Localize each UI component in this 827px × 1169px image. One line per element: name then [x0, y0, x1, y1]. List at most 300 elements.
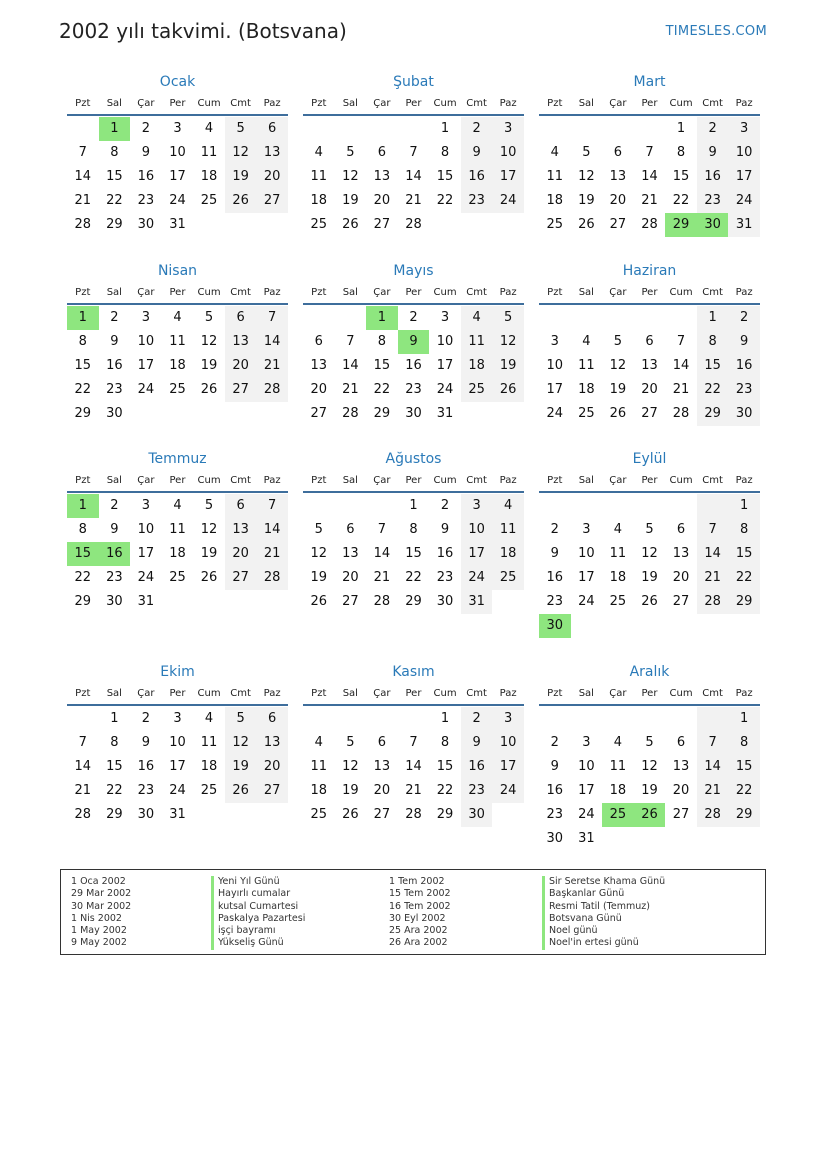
- day-cell: 8: [110, 735, 119, 750]
- weekday-label: Per: [405, 287, 422, 298]
- day-cell: 10: [461, 518, 493, 542]
- month-name: Ekim: [160, 664, 195, 680]
- day-cell: 29: [74, 594, 92, 609]
- legend-names-right: [542, 876, 665, 950]
- day-cell: 6: [346, 522, 355, 537]
- weekday-label: Per: [169, 287, 186, 298]
- day-cell: 17: [461, 542, 493, 566]
- day-cell: 20: [373, 783, 391, 798]
- day-cell: 23: [697, 189, 729, 213]
- day-cell: 5: [645, 735, 654, 750]
- day-cell: 6: [377, 735, 387, 750]
- empty-cell: [303, 306, 335, 330]
- day-cell: 5: [204, 310, 214, 325]
- month-block: [303, 72, 524, 237]
- day-cell: 2: [110, 310, 119, 325]
- month-name: Ağustos: [385, 451, 442, 467]
- empty-cell: [398, 117, 430, 141]
- weekday-label: Cum: [433, 475, 457, 486]
- day-grid: [303, 707, 524, 827]
- weekday-label: Cmt: [230, 98, 251, 109]
- day-cell: 30: [436, 594, 454, 609]
- day-cell: 15: [106, 169, 123, 184]
- day-cell: 8: [728, 731, 760, 755]
- day-grid: [67, 117, 288, 237]
- day-cell: 26: [578, 217, 595, 232]
- day-cell: 25: [310, 807, 328, 822]
- day-cell: 4: [582, 334, 591, 349]
- legend-date: 29 Mar 2002: [71, 888, 132, 900]
- day-cell: 7: [256, 494, 288, 518]
- day-cell: 3: [728, 117, 760, 141]
- day-cell: 7: [256, 306, 288, 330]
- day-cell: 27: [225, 566, 257, 590]
- day-cell: 25: [578, 406, 595, 421]
- day-cell: 2: [461, 707, 493, 731]
- legend-date: 30 Mar 2002: [71, 900, 132, 912]
- empty-cell: [571, 494, 603, 518]
- month-block: [67, 261, 288, 426]
- day-cell: 14: [342, 358, 359, 373]
- day-cell: 8: [110, 145, 119, 160]
- weekday-header: [303, 92, 524, 116]
- day-cell: 30: [546, 831, 564, 846]
- day-cell: 31: [137, 594, 155, 609]
- weekday-label: Cmt: [466, 98, 487, 109]
- day-cell: 3: [492, 707, 524, 731]
- day-cell: 12: [225, 731, 257, 755]
- day-cell: 31: [578, 831, 595, 846]
- weekday-header: [303, 469, 524, 493]
- weekday-label: Per: [405, 475, 422, 486]
- day-cell: 3: [492, 117, 524, 141]
- weekday-label: Pzt: [311, 287, 327, 298]
- day-cell: 2: [440, 498, 450, 513]
- day-cell: 27: [342, 594, 359, 609]
- month-name: Mayıs: [393, 263, 434, 279]
- day-grid: [303, 306, 524, 426]
- day-cell: 13: [256, 731, 288, 755]
- weekday-label: Çar: [137, 98, 155, 109]
- day-cell: 3: [141, 498, 151, 513]
- weekday-label: Pzt: [547, 688, 563, 699]
- day-grid: [67, 306, 288, 426]
- legend-holiday-name: Yükseliş Günü: [211, 937, 305, 949]
- day-cell: 20: [609, 193, 627, 208]
- day-cell: 17: [169, 169, 186, 184]
- day-cell: 15: [728, 755, 760, 779]
- weekday-label: Pzt: [75, 287, 91, 298]
- day-cell: 5: [225, 117, 257, 141]
- day-cell: 28: [641, 217, 658, 232]
- weekday-label: Cum: [669, 287, 693, 298]
- day-cell: 16: [461, 165, 493, 189]
- day-grid: [539, 117, 760, 237]
- day-cell: 15: [373, 358, 391, 373]
- day-cell: 20: [310, 382, 328, 397]
- day-cell: 6: [225, 306, 257, 330]
- day-cell: 7: [78, 145, 87, 160]
- day-cell: 9: [461, 731, 493, 755]
- day-cell: 29: [728, 803, 760, 827]
- day-cell: 25: [310, 217, 328, 232]
- empty-cell: [571, 117, 603, 141]
- day-cell: 13: [672, 759, 690, 774]
- day-cell: 21: [697, 566, 729, 590]
- day-cell: 19: [225, 165, 257, 189]
- day-cell: 5: [204, 498, 214, 513]
- day-cell: 15: [74, 358, 92, 373]
- day-cell: 19: [200, 546, 218, 561]
- weekday-label: Çar: [373, 688, 391, 699]
- weekday-label: Pzt: [311, 98, 327, 109]
- weekday-label: Çar: [609, 688, 627, 699]
- day-cell: 6: [676, 735, 686, 750]
- day-cell: 1: [697, 306, 729, 330]
- weekday-header: [539, 469, 760, 493]
- day-cell: 18: [461, 354, 493, 378]
- weekday-label: Cum: [669, 98, 693, 109]
- weekday-label: Paz: [263, 688, 281, 699]
- day-cell: 22: [106, 783, 123, 798]
- weekday-label: Per: [641, 475, 658, 486]
- weekday-label: Pzt: [75, 98, 91, 109]
- day-grid: [539, 707, 760, 851]
- month-block: [539, 261, 760, 426]
- day-cell: 26: [225, 779, 257, 803]
- day-cell: 22: [728, 779, 760, 803]
- weekday-label: Per: [405, 688, 422, 699]
- day-cell: 24: [137, 382, 155, 397]
- day-cell: 3: [141, 310, 151, 325]
- day-cell: 23: [137, 193, 155, 208]
- day-cell: 29: [728, 590, 760, 614]
- day-cell: 24: [492, 779, 524, 803]
- weekday-label: Pzt: [311, 688, 327, 699]
- day-cell: 12: [225, 141, 257, 165]
- weekday-label: Pzt: [311, 475, 327, 486]
- day-cell: 8: [377, 334, 387, 349]
- legend-date: 25 Ara 2002: [389, 925, 448, 937]
- day-cell: 21: [697, 779, 729, 803]
- day-cell: 12: [578, 169, 595, 184]
- day-cell: 9: [141, 735, 151, 750]
- day-cell: 12: [200, 522, 218, 537]
- day-cell: 23: [728, 378, 760, 402]
- day-cell: 26: [342, 807, 359, 822]
- legend-date: 15 Tem 2002: [389, 888, 451, 900]
- day-cell: 7: [645, 145, 654, 160]
- day-cell: 4: [204, 121, 214, 136]
- day-cell: 22: [728, 566, 760, 590]
- day-cell: 8: [78, 334, 87, 349]
- month-block: [67, 72, 288, 237]
- day-grid: [67, 707, 288, 827]
- day-cell: 15: [436, 169, 454, 184]
- day-cell: 10: [137, 522, 155, 537]
- weekday-label: Pzt: [75, 688, 91, 699]
- weekday-label: Cum: [433, 98, 457, 109]
- day-cell: 28: [405, 807, 422, 822]
- weekday-label: Cmt: [702, 98, 723, 109]
- day-cell: 24: [578, 594, 595, 609]
- day-cell: 24: [137, 570, 155, 585]
- day-cell: 20: [256, 165, 288, 189]
- day-cell: 1: [409, 498, 418, 513]
- weekday-label: Cmt: [230, 475, 251, 486]
- day-cell: 6: [256, 707, 288, 731]
- weekday-header: [67, 281, 288, 305]
- legend-holiday-name: Sir Seretse Khama Günü: [542, 876, 665, 888]
- weekday-label: Cum: [197, 688, 221, 699]
- day-cell: 6: [314, 334, 323, 349]
- legend-holiday-name: Paskalya Pazartesi: [211, 913, 305, 925]
- day-cell: 14: [641, 169, 658, 184]
- weekday-label: Sal: [106, 688, 122, 699]
- day-cell: 28: [256, 566, 288, 590]
- empty-cell: [67, 707, 99, 731]
- day-cell: 26: [641, 594, 658, 609]
- brand-link[interactable]: TIMESLES.COM: [665, 24, 767, 39]
- day-cell: 4: [314, 145, 323, 160]
- day-cell: 14: [405, 759, 422, 774]
- weekday-label: Paz: [263, 287, 281, 298]
- day-cell: 18: [200, 759, 218, 774]
- weekday-label: Paz: [263, 98, 281, 109]
- day-cell: 31: [169, 217, 186, 232]
- empty-cell: [539, 494, 571, 518]
- legend-holiday-name: Botsvana Günü: [542, 913, 665, 925]
- legend-holiday-name: kutsal Cumartesi: [211, 901, 305, 913]
- day-cell: 15: [672, 169, 690, 184]
- weekday-header: [67, 92, 288, 116]
- day-cell: 11: [310, 759, 328, 774]
- month-block: [303, 662, 524, 827]
- day-cell: 20: [641, 382, 658, 397]
- day-cell: 24: [728, 189, 760, 213]
- day-cell: 17: [137, 546, 155, 561]
- weekday-label: Pzt: [547, 475, 563, 486]
- day-cell: 17: [578, 570, 595, 585]
- day-cell: 11: [200, 145, 218, 160]
- weekday-label: Sal: [106, 98, 122, 109]
- day-cell: 30: [728, 402, 760, 426]
- day-cell: 9: [141, 145, 151, 160]
- day-cell: 27: [373, 217, 391, 232]
- holiday-day-cell: 29: [665, 213, 697, 237]
- day-cell: 19: [342, 193, 359, 208]
- day-cell: 14: [405, 169, 422, 184]
- holiday-day-cell: 1: [67, 306, 99, 330]
- month-block: [303, 261, 524, 426]
- empty-cell: [539, 117, 571, 141]
- month-block: [539, 449, 760, 638]
- day-cell: 1: [728, 494, 760, 518]
- day-cell: 18: [609, 783, 627, 798]
- day-cell: 8: [440, 735, 450, 750]
- empty-cell: [634, 494, 666, 518]
- day-cell: 3: [582, 522, 591, 537]
- day-cell: 23: [137, 783, 155, 798]
- day-cell: 16: [137, 169, 155, 184]
- day-cell: 9: [550, 546, 559, 561]
- month-block: [67, 449, 288, 614]
- weekday-label: Cmt: [466, 475, 487, 486]
- weekday-header: [67, 682, 288, 706]
- day-cell: 27: [225, 378, 257, 402]
- weekday-label: Cmt: [230, 287, 251, 298]
- day-cell: 8: [728, 518, 760, 542]
- weekday-label: Cum: [433, 688, 457, 699]
- empty-cell: [665, 707, 697, 731]
- day-cell: 24: [169, 783, 186, 798]
- day-cell: 11: [461, 330, 493, 354]
- day-cell: 27: [641, 406, 658, 421]
- day-cell: 19: [342, 783, 359, 798]
- day-cell: 27: [373, 807, 391, 822]
- weekday-label: Paz: [735, 688, 753, 699]
- day-cell: 4: [314, 735, 323, 750]
- day-cell: 25: [461, 378, 493, 402]
- day-cell: 5: [346, 145, 355, 160]
- day-cell: 11: [169, 522, 186, 537]
- day-cell: 30: [106, 594, 123, 609]
- weekday-label: Sal: [578, 287, 594, 298]
- weekday-label: Sal: [578, 475, 594, 486]
- empty-cell: [366, 117, 398, 141]
- day-cell: 30: [106, 406, 123, 421]
- day-cell: 16: [405, 358, 422, 373]
- day-cell: 3: [173, 711, 182, 726]
- day-cell: 4: [173, 310, 182, 325]
- day-cell: 26: [609, 406, 627, 421]
- day-cell: 5: [582, 145, 591, 160]
- legend-date: 26 Ara 2002: [389, 937, 448, 949]
- day-cell: 20: [672, 783, 690, 798]
- day-cell: 10: [578, 759, 595, 774]
- weekday-label: Sal: [342, 688, 358, 699]
- day-cell: 16: [546, 783, 564, 798]
- day-cell: 16: [436, 546, 454, 561]
- day-cell: 15: [106, 759, 123, 774]
- day-cell: 31: [169, 807, 186, 822]
- day-cell: 29: [436, 807, 454, 822]
- day-cell: 14: [256, 330, 288, 354]
- day-cell: 24: [492, 189, 524, 213]
- weekday-label: Per: [169, 98, 186, 109]
- empty-cell: [539, 707, 571, 731]
- empty-cell: [571, 707, 603, 731]
- legend-date: 9 May 2002: [71, 937, 127, 949]
- empty-cell: [602, 117, 634, 141]
- day-cell: 20: [342, 570, 359, 585]
- day-cell: 27: [672, 807, 690, 822]
- weekday-label: Per: [169, 688, 186, 699]
- legend-dates-right: [389, 876, 451, 950]
- day-cell: 19: [641, 783, 658, 798]
- day-cell: 26: [225, 189, 257, 213]
- day-cell: 22: [436, 193, 454, 208]
- weekday-label: Cum: [669, 475, 693, 486]
- day-cell: 22: [74, 570, 92, 585]
- day-cell: 6: [225, 494, 257, 518]
- day-cell: 5: [346, 735, 355, 750]
- weekday-label: Per: [641, 688, 658, 699]
- day-cell: 21: [672, 382, 690, 397]
- day-cell: 14: [74, 759, 92, 774]
- day-cell: 5: [314, 522, 323, 537]
- weekday-label: Çar: [609, 475, 627, 486]
- day-cell: 3: [582, 735, 591, 750]
- day-cell: 2: [110, 498, 119, 513]
- day-cell: 25: [169, 570, 186, 585]
- day-cell: 24: [578, 807, 595, 822]
- legend-date: 1 Oca 2002: [71, 876, 126, 887]
- day-cell: 17: [436, 358, 454, 373]
- day-cell: 24: [436, 382, 454, 397]
- day-cell: 30: [405, 406, 422, 421]
- day-cell: 5: [492, 306, 524, 330]
- day-cell: 23: [546, 594, 564, 609]
- holiday-legend: [60, 869, 766, 955]
- empty-cell: [366, 707, 398, 731]
- day-cell: 1: [110, 711, 119, 726]
- day-cell: 24: [169, 193, 186, 208]
- day-cell: 11: [546, 169, 564, 184]
- day-cell: 13: [225, 330, 257, 354]
- day-cell: 28: [405, 217, 422, 232]
- weekday-label: Pzt: [75, 475, 91, 486]
- day-cell: 20: [373, 193, 391, 208]
- day-cell: 29: [74, 406, 92, 421]
- day-cell: 12: [200, 334, 218, 349]
- day-cell: 11: [310, 169, 328, 184]
- empty-cell: [303, 707, 335, 731]
- weekday-label: Cmt: [466, 688, 487, 699]
- empty-cell: [602, 707, 634, 731]
- day-cell: 23: [436, 570, 454, 585]
- weekday-header: [303, 682, 524, 706]
- empty-cell: [398, 707, 430, 731]
- day-cell: 26: [342, 217, 359, 232]
- holiday-day-cell: 30: [697, 213, 729, 237]
- empty-cell: [697, 707, 729, 731]
- day-cell: 27: [310, 406, 328, 421]
- day-cell: 7: [377, 522, 387, 537]
- weekday-label: Paz: [499, 98, 517, 109]
- empty-cell: [602, 306, 634, 330]
- day-cell: 3: [461, 494, 493, 518]
- day-cell: 12: [641, 546, 658, 561]
- holiday-day-cell: 25: [602, 803, 634, 827]
- day-cell: 5: [225, 707, 257, 731]
- day-cell: 9: [550, 759, 559, 774]
- day-cell: 23: [546, 807, 564, 822]
- day-cell: 5: [645, 522, 654, 537]
- day-cell: 11: [200, 735, 218, 750]
- day-cell: 10: [137, 334, 155, 349]
- day-cell: 29: [106, 217, 123, 232]
- month-block: [539, 662, 760, 851]
- day-cell: 13: [672, 546, 690, 561]
- day-cell: 22: [106, 193, 123, 208]
- day-cell: 18: [578, 382, 595, 397]
- weekday-header: [539, 281, 760, 305]
- legend-date: 30 Eyl 2002: [389, 912, 446, 924]
- day-cell: 30: [461, 803, 493, 827]
- day-cell: 19: [641, 570, 658, 585]
- day-cell: 6: [645, 334, 654, 349]
